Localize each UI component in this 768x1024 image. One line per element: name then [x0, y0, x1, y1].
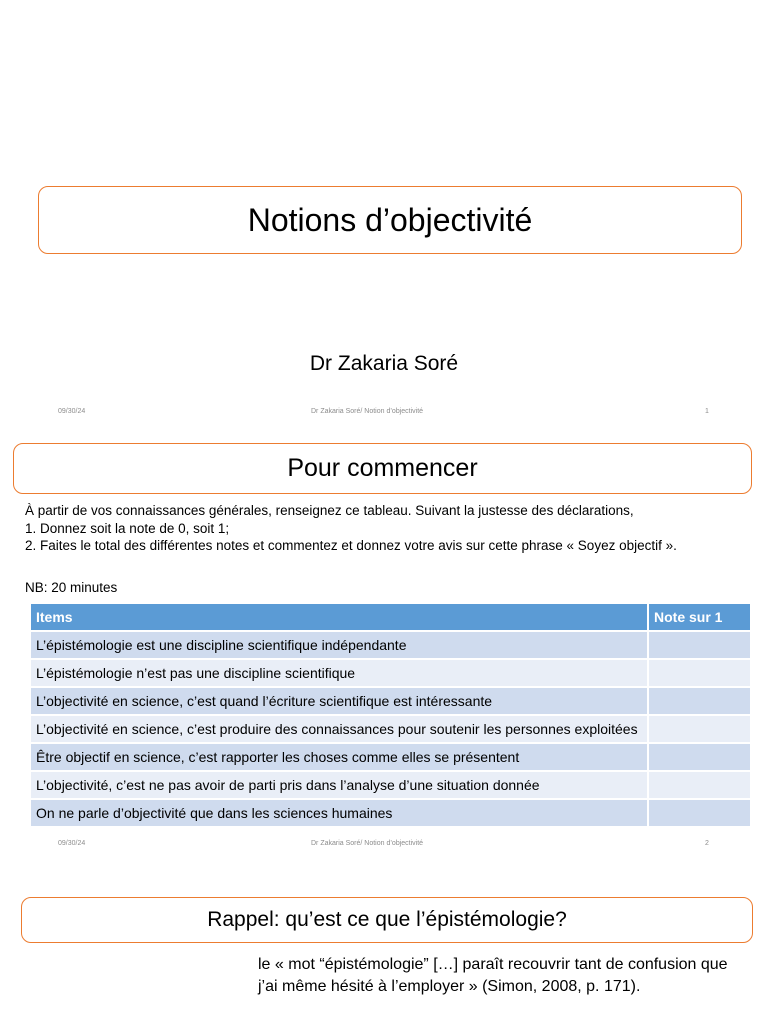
instruction-line: 1. Donnez soit la note de 0, soit 1; — [25, 520, 230, 536]
item-cell: L’épistémologie est une discipline scientifique indépendante — [31, 631, 648, 659]
slide-2-title-box — [13, 443, 752, 494]
slide-3-title: Rappel: qu’est ce que l’épistémologie? — [207, 908, 567, 931]
item-cell: Être objectif en science, c’est rapporter les choses comme elles se présentent — [31, 743, 648, 771]
nb-time-note: NB: 20 minutes — [25, 580, 118, 595]
table-row — [31, 687, 751, 715]
item-cell: On ne parle d’objectivité que dans les sciences humaines — [31, 799, 648, 826]
table-row — [31, 659, 751, 687]
slide-2-footer-page: 2 — [705, 840, 709, 847]
note-cell[interactable] — [648, 771, 751, 799]
item-cell: L’objectivité en science, c’est produire des connaissances pour soutenir les personnes exploitées — [31, 715, 648, 743]
slide-2-footer-date: 09/30/24 — [58, 840, 86, 847]
item-cell: L’objectivité, c’est ne pas avoir de parti pris dans l’analyse d’une situation donnée — [31, 771, 648, 799]
note-cell[interactable] — [648, 659, 751, 687]
table-header-row — [31, 604, 751, 631]
slide-1-title: Notions d’objectivité — [247, 201, 533, 238]
slide-1-footer-date: 09/30/24 — [58, 408, 86, 415]
note-cell[interactable] — [648, 743, 751, 771]
slide-1-footer-center: Dr Zakaria Soré/ Notion d’objectivité — [311, 408, 424, 415]
table-row — [31, 799, 751, 826]
slide-2-title: Pour commencer — [287, 454, 478, 482]
items-table — [31, 604, 752, 826]
note-cell[interactable] — [648, 715, 751, 743]
table-row — [31, 715, 751, 743]
item-cell: L’objectivité en science, c’est quand l’écriture scientifique est intéressante — [31, 687, 648, 715]
header-note: Note sur 1 — [648, 604, 751, 631]
slide-1 — [0, 0, 768, 430]
item-cell: L’épistémologie n’est pas une discipline scientifique — [31, 659, 648, 687]
slide-2-instructions — [25, 502, 677, 555]
table-row — [31, 771, 751, 799]
note-cell[interactable] — [648, 687, 751, 715]
slide-1-title-box — [38, 186, 742, 254]
table-row — [31, 743, 751, 771]
slide-2 — [0, 430, 768, 850]
slide-1-author: Dr Zakaria Soré — [309, 352, 459, 375]
note-cell[interactable] — [648, 799, 751, 826]
instruction-line: 2. Faites le total des différentes notes et commentez et donnez votre avis sur cette phrase « Soyez objectif ». — [25, 538, 677, 553]
note-cell[interactable] — [648, 631, 751, 659]
slide-2-footer-center: Dr Zakaria Soré/ Notion d’objectivité — [311, 840, 424, 847]
slide-1-footer-page: 1 — [705, 408, 709, 415]
slide-3-title-box — [21, 897, 753, 943]
instruction-line: À partir de vos connaissances générales, renseignez ce tableau. Suivant la justesse des déclarations, — [25, 503, 634, 518]
slide-3 — [0, 850, 768, 1024]
table-row — [31, 631, 751, 659]
header-items: Items — [31, 604, 648, 631]
simon-quote: le « mot “épistémologie” […] paraît recouvrir tant de confusion que j’ai même hésité à l’employer » (Simon, 2008, p. 171). — [258, 956, 728, 995]
